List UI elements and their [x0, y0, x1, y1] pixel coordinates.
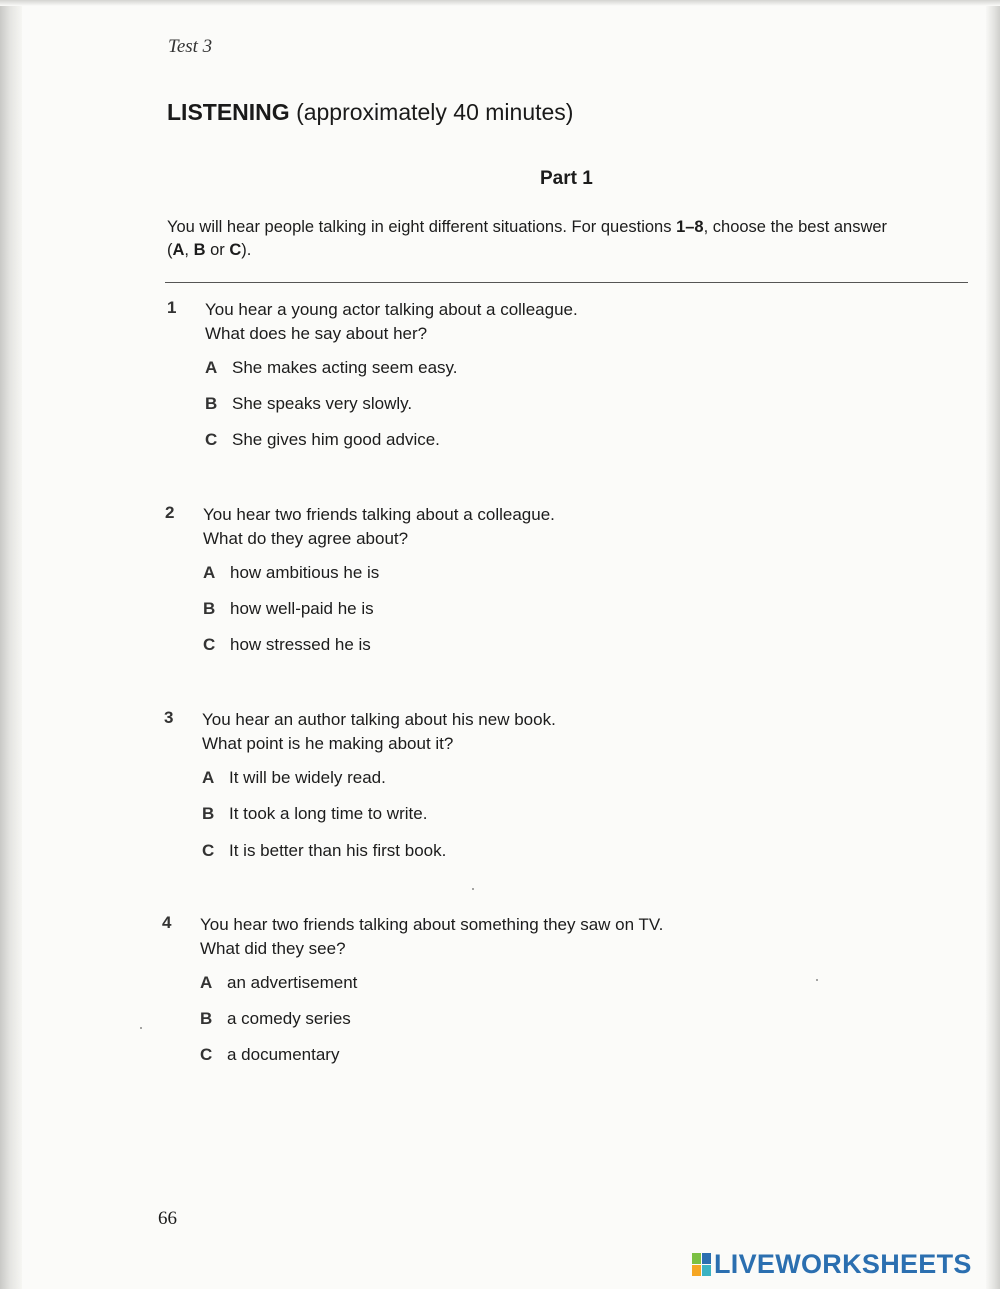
instructions-letter: A: [172, 241, 185, 259]
instructions-text: , choose the best answer: [703, 218, 888, 236]
question-stem: What does he say about her?: [205, 324, 428, 343]
divider-rule: [165, 282, 968, 283]
instructions-letter: C: [229, 241, 242, 259]
scan-right-edge: [986, 0, 1000, 1289]
scan-top-edge: [0, 0, 1000, 6]
instructions-punct: (: [167, 241, 173, 259]
question-number: 1: [167, 298, 177, 317]
option-text: She makes acting seem easy.: [232, 358, 458, 377]
option-letter: B: [203, 599, 216, 618]
option-b[interactable]: [205, 394, 412, 414]
option-a[interactable]: [203, 563, 379, 583]
watermark-text: LIVEWORKSHEETS: [714, 1249, 972, 1279]
logo-tile-v: [692, 1265, 701, 1276]
option-text: a comedy series: [227, 1009, 351, 1028]
section-title-duration: (approximately 40 minutes): [296, 99, 574, 125]
option-letter: A: [202, 768, 215, 787]
option-text: She gives him good advice.: [232, 430, 440, 449]
option-text: She speaks very slowly.: [232, 394, 413, 413]
instructions-punct: ).: [241, 241, 252, 259]
question-stem: What point is he making about it?: [202, 734, 454, 753]
option-c[interactable]: [202, 841, 446, 861]
page-number: 66: [158, 1208, 177, 1229]
instructions-range: 1–8: [676, 218, 704, 236]
instructions-line-2: [167, 239, 977, 262]
option-b[interactable]: [200, 1009, 351, 1029]
option-a[interactable]: [202, 768, 386, 788]
option-text: how ambitious he is: [230, 563, 380, 582]
instructions-text: You will hear people talking in eight different situations. For questions: [167, 218, 677, 236]
option-letter: B: [205, 394, 218, 413]
logo-tile-l: [692, 1253, 701, 1264]
option-letter: B: [200, 1009, 213, 1028]
question-prompt: [205, 298, 845, 346]
option-letter: B: [202, 804, 215, 823]
scan-speck: [816, 979, 818, 981]
question-context: You hear two friends talking about a colleague.: [203, 505, 555, 524]
option-text: a documentary: [227, 1045, 340, 1064]
question-context: You hear a young actor talking about a colleague.: [205, 300, 578, 319]
instructions-punct: or: [205, 241, 230, 259]
instructions-punct: ,: [184, 241, 194, 259]
option-c[interactable]: [203, 635, 371, 655]
option-text: It is better than his first book.: [229, 841, 447, 860]
logo-tile-e: [702, 1265, 711, 1276]
option-c[interactable]: [200, 1045, 339, 1065]
question-stem: What do they agree about?: [203, 529, 409, 548]
question-prompt: [200, 913, 840, 961]
instructions-line-1: [167, 216, 977, 239]
question-stem: What did they see?: [200, 939, 346, 958]
question-number: 4: [162, 913, 172, 932]
liveworksheets-watermark[interactable]: [692, 1250, 992, 1280]
option-letter: C: [202, 841, 215, 860]
scan-speck: [140, 1027, 142, 1029]
instructions-letter: B: [193, 241, 206, 259]
option-text: an advertisement: [227, 973, 358, 992]
instructions: [167, 216, 977, 262]
question-prompt: [202, 708, 842, 756]
option-b[interactable]: [203, 599, 374, 619]
question-context: You hear two friends talking about something they saw on TV.: [200, 915, 664, 934]
option-letter: C: [200, 1045, 213, 1064]
option-b[interactable]: [202, 804, 427, 824]
option-letter: A: [200, 973, 213, 992]
question-prompt: [203, 503, 843, 551]
option-letter: C: [205, 430, 218, 449]
option-a[interactable]: [200, 973, 357, 993]
section-title: [167, 99, 573, 126]
scan-left-edge: [0, 0, 22, 1289]
option-text: It took a long time to write.: [229, 804, 428, 823]
scan-speck: [472, 888, 474, 890]
option-letter: C: [203, 635, 216, 654]
section-title-strong: LISTENING: [167, 99, 290, 125]
question-number: 2: [165, 503, 175, 522]
option-c[interactable]: [205, 430, 440, 450]
option-text: It will be widely read.: [229, 768, 386, 787]
question-number: 3: [164, 708, 174, 727]
option-letter: A: [205, 358, 218, 377]
option-text: how well-paid he is: [230, 599, 374, 618]
part-title: Part 1: [540, 168, 593, 189]
question-context: You hear an author talking about his new book.: [202, 710, 556, 729]
logo-tile-i: [702, 1253, 711, 1264]
option-text: how stressed he is: [230, 635, 371, 654]
liveworksheets-logo-icon: [692, 1253, 712, 1277]
running-head: Test 3: [168, 36, 213, 57]
option-a[interactable]: [205, 358, 458, 378]
option-letter: A: [203, 563, 216, 582]
